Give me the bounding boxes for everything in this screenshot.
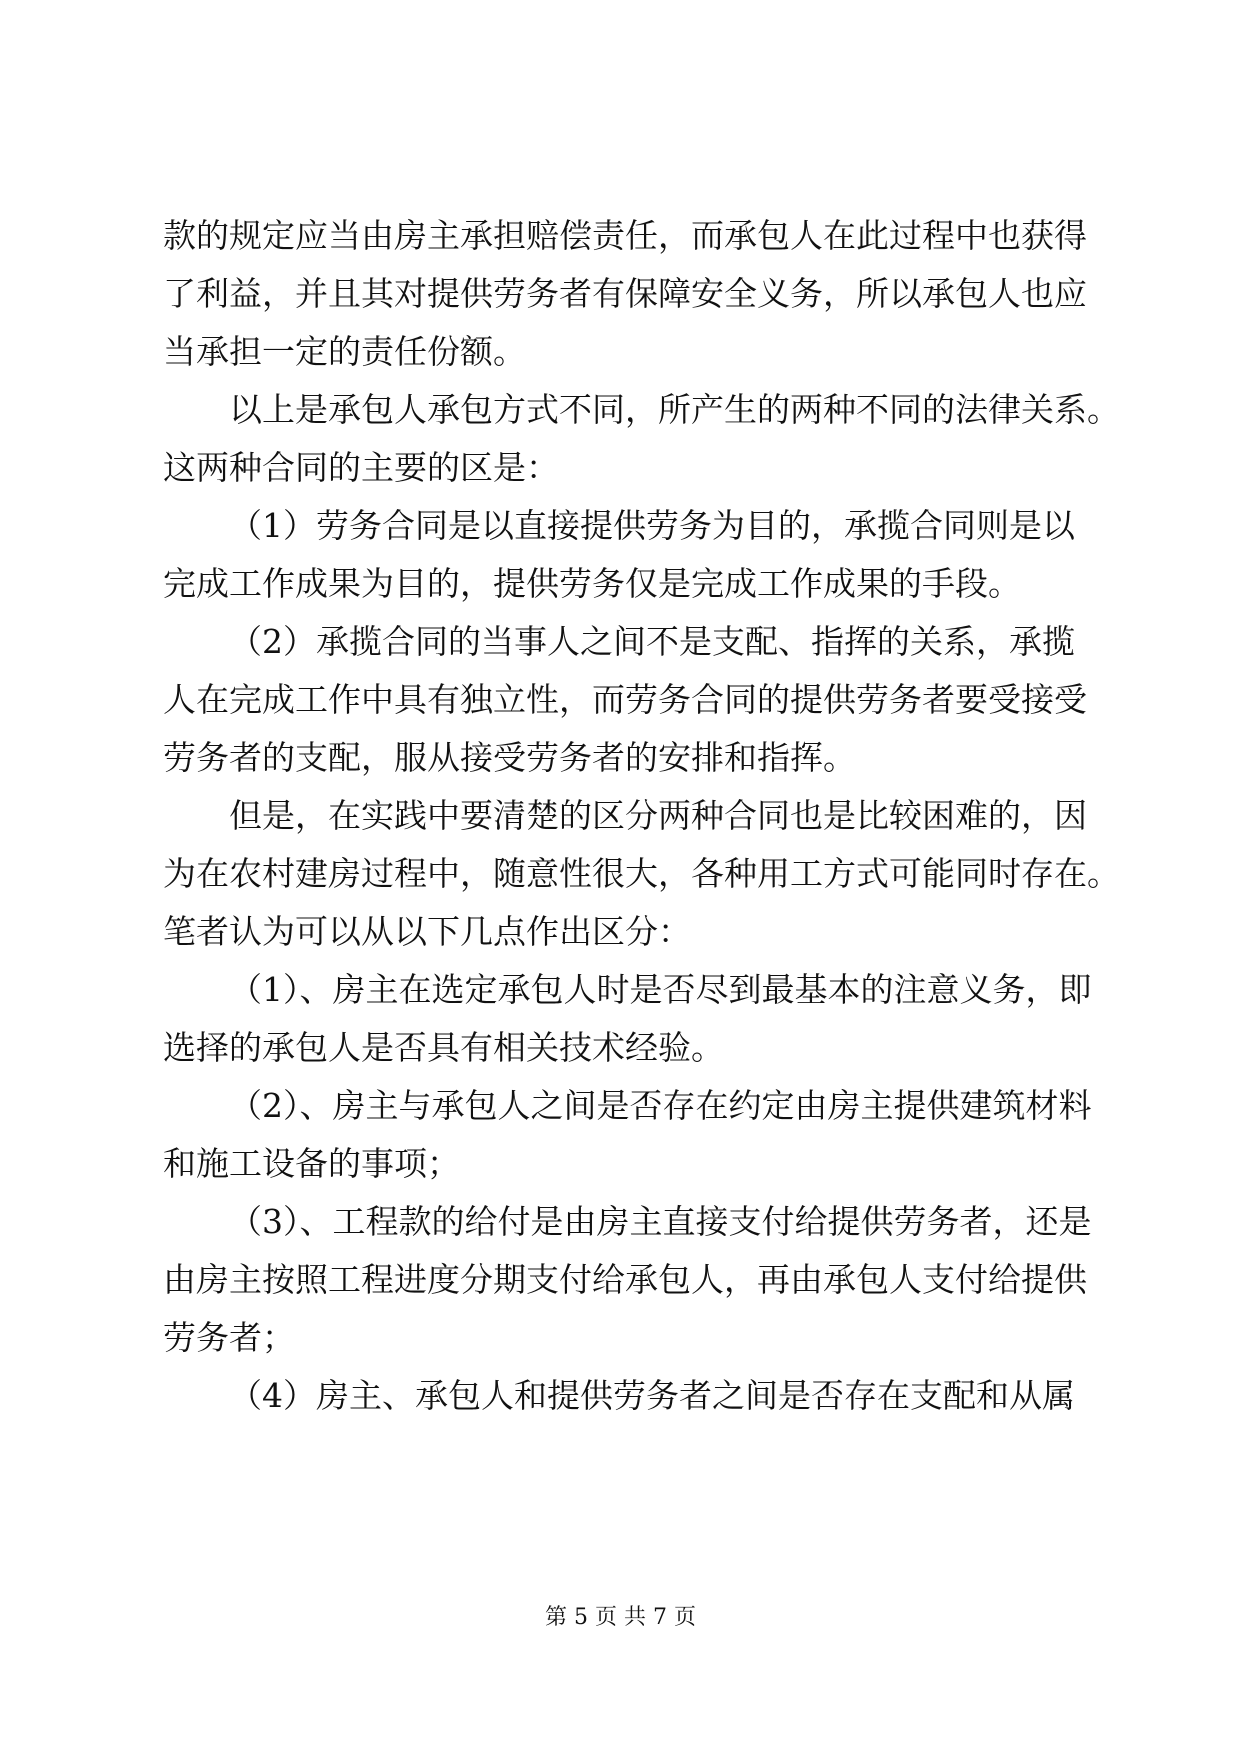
body-line: 选择的承包人是否具有相关技术经验。 <box>163 1028 724 1067</box>
body-line: （3）、工程款的给付是由房主直接支付给提供劳务者，还是 <box>229 1202 1092 1241</box>
body-line: 了利益，并且其对提供劳务者有保障安全义务，所以承包人也应 <box>163 274 1087 313</box>
body-line: 完成工作成果为目的，提供劳务仅是完成工作成果的手段。 <box>163 564 1021 603</box>
body-line: 以上是承包人承包方式不同，所产生的两种不同的法律关系。 <box>229 390 1120 429</box>
body-line: （1）、房主在选定承包人时是否尽到最基本的注意义务，即 <box>229 970 1092 1009</box>
body-line: 由房主按照工程进度分期支付给承包人，再由承包人支付给提供 <box>163 1260 1087 1299</box>
body-line: 和施工设备的事项； <box>163 1144 460 1183</box>
body-line: （2）、房主与承包人之间是否存在约定由房主提供建筑材料 <box>229 1086 1092 1125</box>
body-line: （1）劳务合同是以直接提供劳务为目的，承揽合同则是以 <box>229 506 1075 545</box>
body-line: 劳务者； <box>163 1318 295 1357</box>
body-line: 这两种合同的主要的区是： <box>163 448 559 487</box>
body-line: 当承担一定的责任份额。 <box>163 332 526 371</box>
body-line: 但是，在实践中要清楚的区分两种合同也是比较困难的，因 <box>229 796 1087 835</box>
page-footer: 第 5 页 共 7 页 <box>545 1605 696 1630</box>
body-line: 为在农村建房过程中，随意性很大，各种用工方式可能同时存在。 <box>163 854 1120 893</box>
body-line: 人在完成工作中具有独立性，而劳务合同的提供劳务者要受接受 <box>163 680 1087 719</box>
body-line: （4）房主、承包人和提供劳务者之间是否存在支配和从属 <box>229 1376 1075 1415</box>
body-line: 款的规定应当由房主承担赔偿责任，而承包人在此过程中也获得 <box>163 216 1087 255</box>
body-line: （2）承揽合同的当事人之间不是支配、指挥的关系，承揽 <box>229 622 1075 661</box>
body-line: 笔者认为可以从以下几点作出区分： <box>163 912 691 951</box>
body-line: 劳务者的支配，服从接受劳务者的安排和指挥。 <box>163 738 856 777</box>
